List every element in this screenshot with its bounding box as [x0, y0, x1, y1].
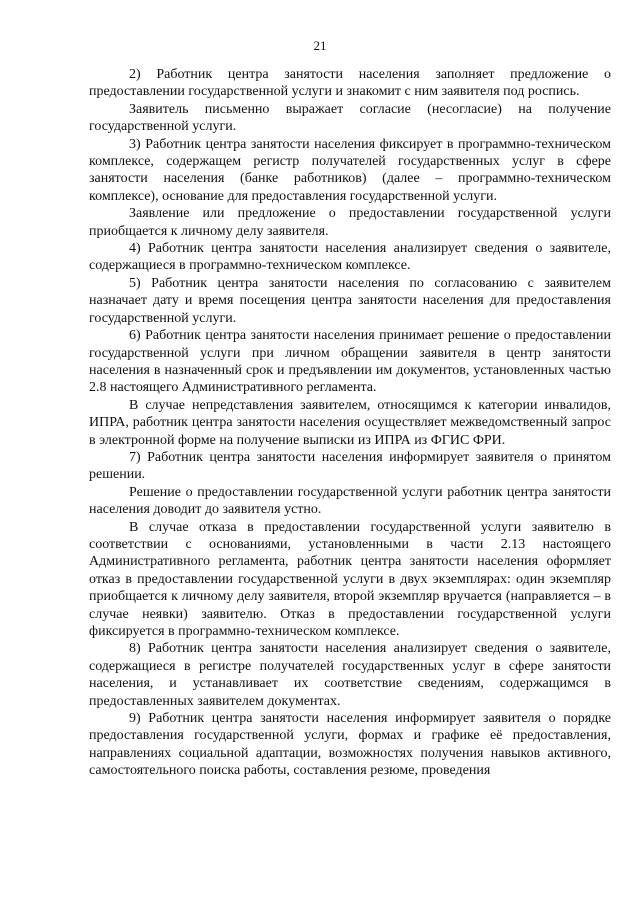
document-body	[89, 66, 611, 780]
paragraph-step-8: 8) Работник центра занятости населения анализирует сведения о заявителе, содержащиеся в регистре получателей государственных услуг в сфере занятости населения, и устанавливает их соответствие сведениям, содержащимся в предоставленных заявителем документах.	[89, 641, 611, 709]
paragraph-decision-oral: Решение о предоставлении государственной услуги работник центра занятости населения доводит до заявителя устно.	[89, 484, 611, 518]
paragraph-ipra-request: В случае непредставления заявителем, относящимся к категории инвалидов, ИПРА, работник центра занятости населения осуществляет межведомственный запрос в электронной форме на получение выписки из ИПРА из ФГИС ФРИ.	[89, 397, 611, 448]
paragraph-step-6: 6) Работник центра занятости населения принимает решение о предоставлении государственной услуги при личном обращении заявителя в центр занятости населения в назначенный срок и предъявлении им документов, установленных частью 2.8 настоящего Административного регламента.	[89, 328, 611, 396]
paragraph-application-attached: Заявление или предложение о предоставлении государственной услуги приобщается к личному делу заявителя.	[89, 206, 611, 239]
paragraph-refusal: В случае отказа в предоставлении государственной услуги заявителю в соответствии с основаниями, установленными в части 2.13 настоящего Административного регламента, работник центра занятости населения оформляет отказ в предоставлении государственной услуги в двух экземплярах: один экземпляр приобщается к личному делу заявителя, второй экземпляр вручается (направляется – в случае неявки) заявителю. Отказ в предоставлении государственной услуги фиксируется в программно-техническом комплексе.	[89, 519, 611, 639]
paragraph-step-3: 3) Работник центра занятости населения фиксирует в программно-техническом комплексе, содержащем регистр получателей государственных услуг в сфере занятости населения (банке работников) (далее – программно-техническом комплексе), основание для предоставления государственной услуги.	[89, 136, 611, 204]
paragraph-step-4: 4) Работник центра занятости населения анализирует сведения о заявителе, содержащиеся в программно-техническом комплексе.	[89, 241, 611, 274]
page-number: 21	[313, 38, 327, 53]
paragraph-step-2: 2) Работник центра занятости населения заполняет предложение о предоставлении государственной услуги и знакомит с ним заявителя под роспись.	[89, 67, 611, 100]
paragraph-step-5: 5) Работник центра занятости населения по согласованию с заявителем назначает дату и время посещения центра занятости населения для предоставления государственной услуги.	[89, 275, 611, 326]
paragraph-step-7: 7) Работник центра занятости населения информирует заявителя о принятом решении.	[89, 449, 611, 483]
paragraph-step-9: 9) Работник центра занятости населения информирует заявителя о порядке предоставления государственной услуги, формах и графике её предоставления, направлениях социальной адаптации, возможностях получения навыков активного, самостоятельного поиска работы, составления резюме, проведения	[89, 711, 611, 779]
paragraph-consent: Заявитель письменно выражает согласие (несогласие) на получение государственной услуги.	[89, 101, 611, 135]
